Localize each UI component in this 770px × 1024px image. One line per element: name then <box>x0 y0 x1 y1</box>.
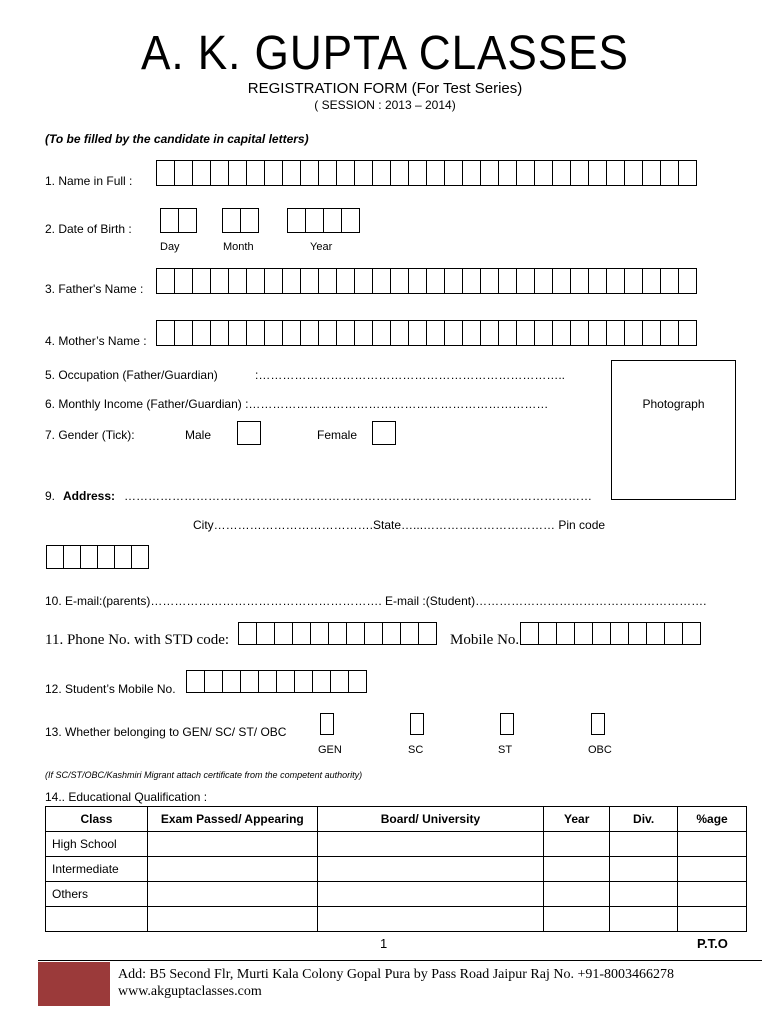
char-box[interactable] <box>408 268 427 294</box>
char-box[interactable] <box>624 320 643 346</box>
char-box[interactable] <box>282 268 301 294</box>
table-cell[interactable] <box>610 907 678 932</box>
column-header: Class <box>46 807 148 832</box>
table-cell[interactable] <box>678 882 747 907</box>
char-box[interactable] <box>210 268 229 294</box>
pincode-boxes[interactable] <box>46 545 149 569</box>
char-box[interactable] <box>114 545 132 569</box>
dob-day-boxes[interactable] <box>160 208 197 233</box>
footer-address: Add: B5 Second Flr, Murti Kala Colony Gopal Pura by Pass Road Jaipur Raj No. +91-8003466278 <box>118 967 675 982</box>
char-box[interactable] <box>556 622 575 645</box>
char-box[interactable] <box>408 160 427 186</box>
char-box[interactable] <box>228 160 247 186</box>
email-line[interactable]: 10. E-mail:(parents)…………………………………………………. E-mail :(Student)…………………………………………………. <box>45 594 707 608</box>
table-cell[interactable] <box>610 857 678 882</box>
char-box[interactable] <box>364 622 383 645</box>
table-cell[interactable] <box>544 857 610 882</box>
name-boxes[interactable] <box>156 160 697 186</box>
education-label: 14.. Educational Qualification : <box>45 790 208 804</box>
char-box[interactable] <box>156 268 175 294</box>
city-state-line[interactable]: City………………………………….State…...…………………………… Pin code <box>193 518 606 532</box>
char-box[interactable] <box>372 268 391 294</box>
photograph-label: Photograph <box>642 397 705 411</box>
mother-label: 4. Mother’s Name : <box>45 334 147 348</box>
page-number: 1 <box>380 936 388 951</box>
address-label: Address: <box>63 489 116 503</box>
male-checkbox[interactable] <box>237 421 261 445</box>
photograph-box[interactable] <box>611 360 736 500</box>
column-header: Div. <box>610 807 678 832</box>
char-box[interactable] <box>408 320 427 346</box>
char-box[interactable] <box>390 268 409 294</box>
table-header-row <box>46 807 747 832</box>
table-cell[interactable] <box>544 832 610 857</box>
char-box[interactable] <box>588 268 607 294</box>
char-box[interactable] <box>210 160 229 186</box>
dob-year-boxes[interactable] <box>287 208 360 233</box>
gen-checkbox[interactable] <box>320 713 334 735</box>
char-box[interactable] <box>282 320 301 346</box>
char-box[interactable] <box>498 268 517 294</box>
char-box[interactable] <box>156 160 175 186</box>
char-box[interactable] <box>592 622 611 645</box>
char-box[interactable] <box>606 160 625 186</box>
table-cell[interactable] <box>610 882 678 907</box>
char-box[interactable] <box>300 268 319 294</box>
char-box[interactable] <box>192 268 211 294</box>
address-number: 9. <box>45 489 56 503</box>
footer-website: www.akguptaclasses.com <box>118 984 262 999</box>
char-box[interactable] <box>520 622 539 645</box>
char-box[interactable] <box>178 208 197 233</box>
char-box[interactable] <box>310 622 329 645</box>
table-cell[interactable] <box>147 832 317 857</box>
footer-accent-block <box>38 962 110 1006</box>
table-cell[interactable] <box>147 907 317 932</box>
table-cell[interactable] <box>544 882 610 907</box>
char-box[interactable] <box>462 268 481 294</box>
gender-label: 7. Gender (Tick): <box>45 428 135 442</box>
footer-contact <box>118 966 674 1000</box>
gen-caption: GEN <box>318 744 342 756</box>
char-box[interactable] <box>660 268 679 294</box>
table-row <box>46 882 747 907</box>
char-box[interactable] <box>174 320 193 346</box>
char-box[interactable] <box>318 320 337 346</box>
income-label[interactable]: 6. Monthly Income (Father/Guardian) :………………………………………………………………… <box>45 397 549 411</box>
char-box[interactable] <box>222 208 241 233</box>
char-box[interactable] <box>678 160 697 186</box>
char-box[interactable] <box>346 622 365 645</box>
char-box[interactable] <box>63 545 81 569</box>
char-box[interactable] <box>258 670 277 693</box>
char-box[interactable] <box>418 622 437 645</box>
row-label: Others <box>46 882 148 907</box>
form-subtitle: REGISTRATION FORM (For Test Series) <box>247 80 523 97</box>
column-header: Year <box>544 807 610 832</box>
char-box[interactable] <box>131 545 149 569</box>
occupation-label: 5. Occupation (Father/Guardian) <box>45 368 218 382</box>
char-box[interactable] <box>174 268 193 294</box>
category-note: (If SC/ST/OBC/Kashmiri Migrant attach certificate from the competent authority) <box>45 770 363 780</box>
dob-month-boxes[interactable] <box>222 208 259 233</box>
char-box[interactable] <box>341 208 360 233</box>
char-box[interactable] <box>336 268 355 294</box>
table-cell[interactable] <box>678 907 747 932</box>
char-box[interactable] <box>570 268 589 294</box>
char-box[interactable] <box>246 320 265 346</box>
char-box[interactable] <box>498 160 517 186</box>
char-box[interactable] <box>80 545 98 569</box>
char-box[interactable] <box>606 268 625 294</box>
char-box[interactable] <box>480 268 499 294</box>
table-row <box>46 907 747 932</box>
char-box[interactable] <box>312 670 331 693</box>
char-box[interactable] <box>538 622 557 645</box>
table-cell[interactable] <box>678 832 747 857</box>
student-mobile-label: 12. Student’s Mobile No. <box>45 682 176 696</box>
father-name-boxes[interactable] <box>156 268 697 294</box>
char-box[interactable] <box>174 160 193 186</box>
char-box[interactable] <box>646 622 665 645</box>
char-box[interactable] <box>192 320 211 346</box>
phone-label: 11. Phone No. with STD code: <box>45 632 230 648</box>
char-box[interactable] <box>444 268 463 294</box>
char-box[interactable] <box>462 320 481 346</box>
char-box[interactable] <box>660 160 679 186</box>
column-header: Exam Passed/ Appearing <box>147 807 317 832</box>
char-box[interactable] <box>552 268 571 294</box>
category-label: 13. Whether belonging to GEN/ SC/ ST/ OBC <box>45 725 287 739</box>
char-box[interactable] <box>610 622 629 645</box>
char-box[interactable] <box>228 268 247 294</box>
char-box[interactable] <box>46 545 64 569</box>
char-box[interactable] <box>534 320 553 346</box>
char-box[interactable] <box>570 320 589 346</box>
char-box[interactable] <box>305 208 324 233</box>
char-box[interactable] <box>372 160 391 186</box>
char-box[interactable] <box>240 208 259 233</box>
table-cell[interactable] <box>610 832 678 857</box>
char-box[interactable] <box>400 622 419 645</box>
char-box[interactable] <box>678 320 697 346</box>
char-box[interactable] <box>462 160 481 186</box>
char-box[interactable] <box>444 320 463 346</box>
row-label: Intermediate <box>46 857 148 882</box>
page-title: A. K. GUPTA CLASSES <box>141 27 629 80</box>
char-box[interactable] <box>552 160 571 186</box>
char-box[interactable] <box>642 268 661 294</box>
table-cell[interactable] <box>147 857 317 882</box>
char-box[interactable] <box>156 320 175 346</box>
char-box[interactable] <box>274 622 293 645</box>
table-cell[interactable] <box>317 832 544 857</box>
char-box[interactable] <box>372 320 391 346</box>
char-box[interactable] <box>480 160 499 186</box>
char-box[interactable] <box>516 320 535 346</box>
st-checkbox[interactable] <box>500 713 514 735</box>
char-box[interactable] <box>682 622 701 645</box>
char-box[interactable] <box>210 320 229 346</box>
char-box[interactable] <box>624 160 643 186</box>
char-box[interactable] <box>534 268 553 294</box>
char-box[interactable] <box>336 320 355 346</box>
char-box[interactable] <box>287 208 306 233</box>
sc-checkbox[interactable] <box>410 713 424 735</box>
char-box[interactable] <box>294 670 313 693</box>
char-box[interactable] <box>354 268 373 294</box>
char-box[interactable] <box>318 160 337 186</box>
char-box[interactable] <box>498 320 517 346</box>
char-box[interactable] <box>97 545 115 569</box>
occupation-line[interactable]: :………………………………………………………………….. <box>255 368 566 382</box>
char-box[interactable] <box>516 268 535 294</box>
char-box[interactable] <box>354 160 373 186</box>
char-box[interactable] <box>534 160 553 186</box>
char-box[interactable] <box>264 320 283 346</box>
table-cell[interactable] <box>147 882 317 907</box>
mobile-boxes[interactable] <box>520 622 701 645</box>
char-box[interactable] <box>336 160 355 186</box>
char-box[interactable] <box>570 160 589 186</box>
char-box[interactable] <box>390 320 409 346</box>
char-box[interactable] <box>300 320 319 346</box>
char-box[interactable] <box>588 320 607 346</box>
char-box[interactable] <box>318 268 337 294</box>
education-table <box>45 806 747 932</box>
char-box[interactable] <box>222 670 241 693</box>
obc-checkbox[interactable] <box>591 713 605 735</box>
char-box[interactable] <box>246 160 265 186</box>
st-caption: ST <box>498 744 513 756</box>
table-cell[interactable] <box>317 857 544 882</box>
char-box[interactable] <box>348 670 367 693</box>
char-box[interactable] <box>588 160 607 186</box>
char-box[interactable] <box>264 160 283 186</box>
char-box[interactable] <box>624 268 643 294</box>
session-label: ( SESSION : 2013 – 2014) <box>314 98 456 112</box>
table-cell[interactable] <box>317 907 544 932</box>
footer-divider <box>38 960 762 961</box>
char-box[interactable] <box>330 670 349 693</box>
char-box[interactable] <box>606 320 625 346</box>
father-label: 3. Father's Name : <box>45 282 144 296</box>
char-box[interactable] <box>426 268 445 294</box>
char-box[interactable] <box>664 622 683 645</box>
char-box[interactable] <box>660 320 679 346</box>
char-box[interactable] <box>246 268 265 294</box>
char-box[interactable] <box>238 622 257 645</box>
char-box[interactable] <box>186 670 205 693</box>
sc-caption: SC <box>408 744 424 756</box>
char-box[interactable] <box>328 622 347 645</box>
char-box[interactable] <box>552 320 571 346</box>
table-cell[interactable] <box>544 907 610 932</box>
address-line[interactable]: ……………………………………………………………………………………………………… <box>124 489 592 503</box>
table-cell[interactable] <box>317 882 544 907</box>
char-box[interactable] <box>642 320 661 346</box>
dob-year-caption: Year <box>310 241 333 253</box>
mother-name-boxes[interactable] <box>156 320 697 346</box>
dob-label: 2. Date of Birth : <box>45 222 132 236</box>
char-box[interactable] <box>282 160 301 186</box>
char-box[interactable] <box>354 320 373 346</box>
char-box[interactable] <box>276 670 295 693</box>
char-box[interactable] <box>480 320 499 346</box>
row-label: High School <box>46 832 148 857</box>
char-box[interactable] <box>426 160 445 186</box>
char-box[interactable] <box>300 160 319 186</box>
char-box[interactable] <box>516 160 535 186</box>
char-box[interactable] <box>192 160 211 186</box>
phone-boxes[interactable] <box>238 622 437 645</box>
char-box[interactable] <box>642 160 661 186</box>
char-box[interactable] <box>444 160 463 186</box>
table-row <box>46 832 747 857</box>
char-box[interactable] <box>160 208 179 233</box>
student-mobile-boxes[interactable] <box>186 670 367 693</box>
column-header: %age <box>678 807 747 832</box>
female-checkbox[interactable] <box>372 421 396 445</box>
char-box[interactable] <box>574 622 593 645</box>
dob-day-caption: Day <box>160 241 180 253</box>
char-box[interactable] <box>628 622 647 645</box>
dob-month-caption: Month <box>223 241 254 253</box>
char-box[interactable] <box>256 622 275 645</box>
char-box[interactable] <box>204 670 223 693</box>
table-cell[interactable] <box>678 857 747 882</box>
name-label: 1. Name in Full : <box>45 174 133 188</box>
pto-label: P.T.O <box>697 936 728 951</box>
row-label <box>46 907 148 932</box>
char-box[interactable] <box>390 160 409 186</box>
column-header: Board/ University <box>317 807 544 832</box>
mobile-label: Mobile No. <box>450 632 520 648</box>
char-box[interactable] <box>264 268 283 294</box>
obc-caption: OBC <box>588 744 612 756</box>
char-box[interactable] <box>382 622 401 645</box>
char-box[interactable] <box>323 208 342 233</box>
char-box[interactable] <box>678 268 697 294</box>
female-label: Female <box>317 428 358 442</box>
char-box[interactable] <box>228 320 247 346</box>
male-label: Male <box>185 428 212 442</box>
instruction-text: (To be filled by the candidate in capital letters) <box>45 132 309 146</box>
char-box[interactable] <box>240 670 259 693</box>
table-row <box>46 857 747 882</box>
char-box[interactable] <box>426 320 445 346</box>
char-box[interactable] <box>292 622 311 645</box>
